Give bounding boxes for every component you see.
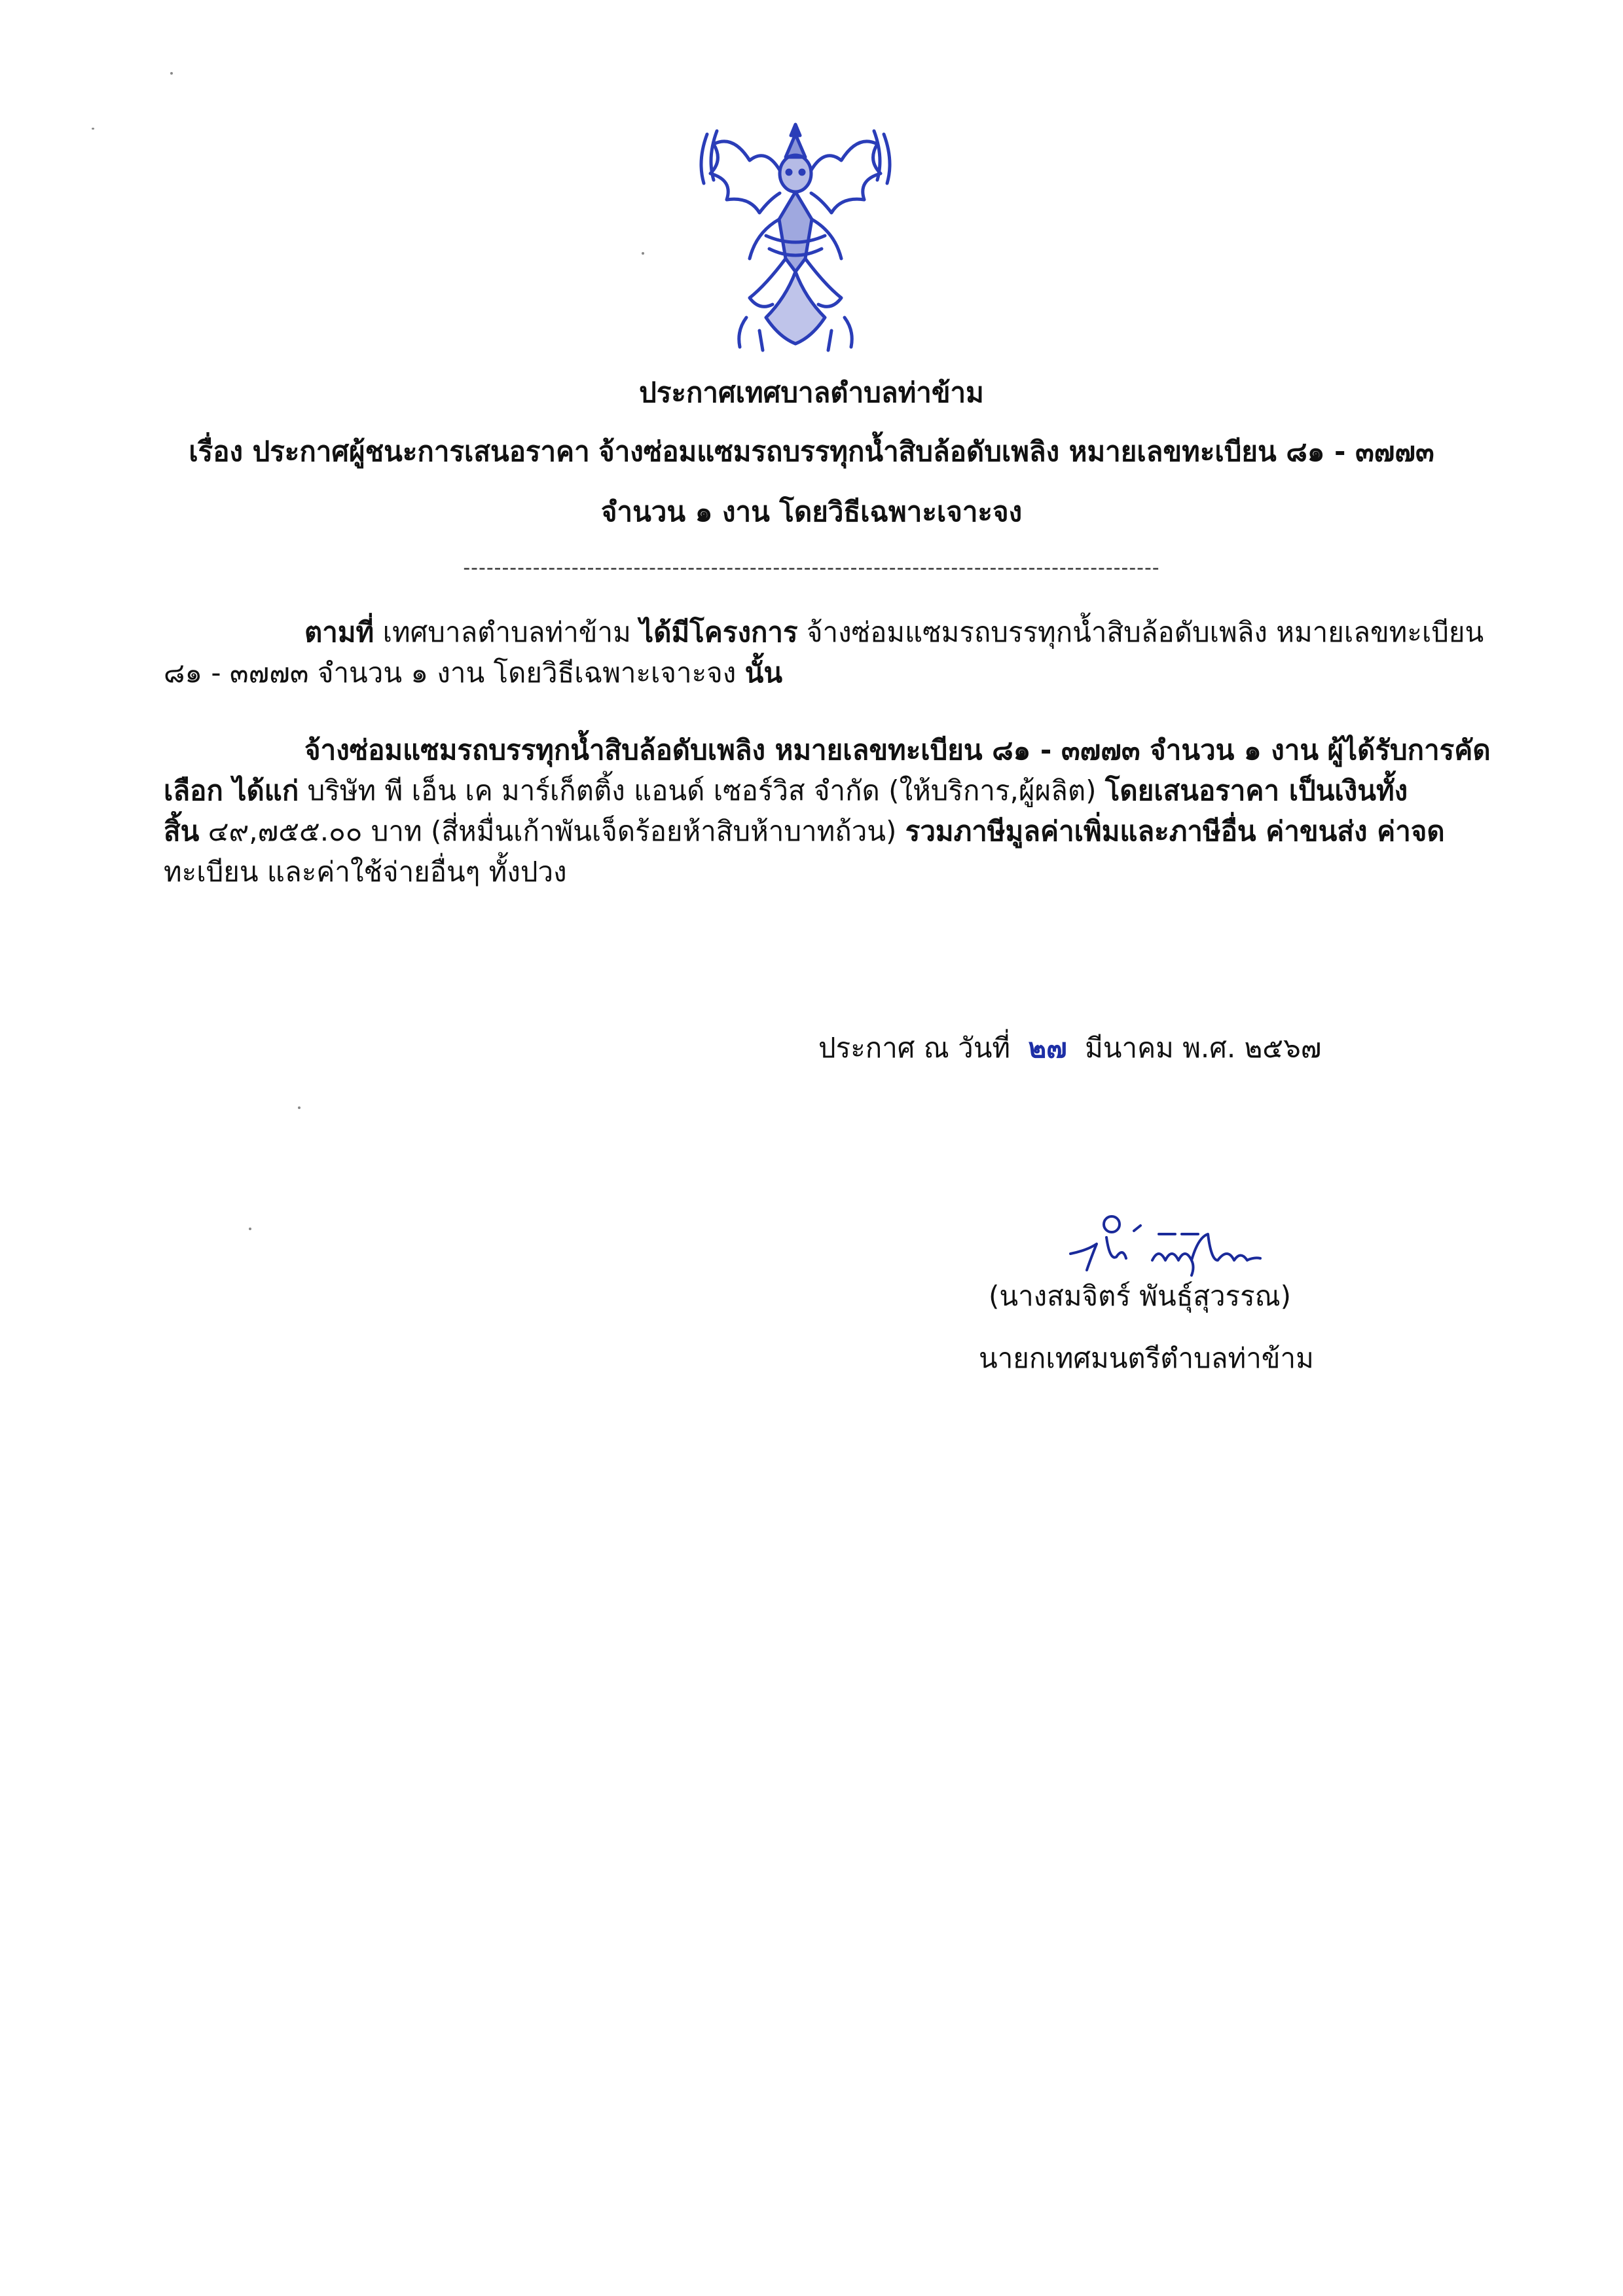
date-prefix: ประกาศ ณ วันที่ [818, 1032, 1011, 1064]
subject-line [0, 432, 1623, 471]
garuda-emblem [687, 121, 903, 357]
scan-speck [92, 128, 94, 130]
signature-mark [1061, 1198, 1270, 1283]
p2-line1-bold: ผู้ได้รับการคัด [1327, 734, 1491, 766]
p2-line2-bold: เลือก ได้แก่ [164, 774, 299, 807]
paragraph-2-line-3 [164, 811, 1467, 852]
announcement-title: ประกาศเทศบาลตำบลท่าข้าม [639, 376, 984, 409]
p2-line3-bold: สิ้น [164, 815, 200, 847]
subject-text: จ้างซ่อมแซมรถบรรทุกน้ำสิบล้อดับเพลิง หมายเลขทะเบียน ๘๑ - ๓๗๗๓ [598, 435, 1434, 467]
signatory-name: (นางสมจิตร์ พันธุ์สุวรรณ) [989, 1280, 1292, 1312]
scan-speck [249, 1228, 251, 1230]
p1-line2: ๘๑ - ๓๗๗๓ จำนวน ๑ งาน โดยวิธีเฉพาะเจาะจง [164, 657, 737, 689]
p2-line3-bold2: รวมภาษีมูลค่าเพิ่มและภาษีอื่น ค่าขนส่ง ค่าจด [905, 815, 1445, 847]
p2-line1-text: จ้างซ่อมแซมรถบรรทุกน้ำสิบล้อดับเพลิง หมายเลขทะเบียน ๘๑ - ๓๗๗๓ จำนวน ๑ งาน [304, 734, 1319, 766]
date-suffix: มีนาคม พ.ศ. ๒๕๖๗ [1085, 1032, 1322, 1064]
paragraph-2-line-2 [164, 771, 1467, 811]
p2-line4: ทะเบียน และค่าใช้จ่ายอื่นๆ ทั้งปวง [164, 856, 567, 888]
signatory-position: นายกเทศมนตรีตำบลท่าข้าม [979, 1342, 1314, 1374]
p1-part2: จ้างซ่อมแซมรถบรรทุกน้ำสิบล้อดับเพลิง หมายเลขทะเบียน [806, 616, 1484, 648]
scan-speck [298, 1106, 301, 1109]
p2-line2-bold2: โดยเสนอราคา เป็นเงินทั้ง [1104, 774, 1408, 807]
p1-part1: เทศบาลตำบลท่าข้าม [382, 616, 631, 648]
divider-line: ------------------------------------------------------------------------------------------ [463, 556, 1160, 579]
p1-end: นั้น [744, 657, 783, 689]
paragraph-2 [164, 730, 1491, 892]
subject-line-2: จำนวน ๑ งาน โดยวิธีเฉพาะเจาะจง [600, 496, 1023, 528]
p2-line2-text: บริษัท พี เอ็น เค มาร์เก็ตติ้ง แอนด์ เซอร์วิส จำกัด (ให้บริการ,ผู้ผลิต) [307, 774, 1097, 807]
p1-lead: ตามที่ [304, 616, 374, 648]
subject-prefix: เรื่อง ประกาศผู้ชนะการเสนอราคา [189, 435, 590, 467]
scan-speck [642, 252, 644, 255]
date-day: ๒๗ [1028, 1032, 1067, 1064]
paragraph-2-line-4 [164, 852, 1467, 892]
paragraph-1 [164, 612, 1484, 693]
announcement-date-line [818, 1028, 1321, 1068]
scan-speck [170, 72, 173, 75]
p1-bold: ได้มีโครงการ [640, 616, 798, 648]
paragraph-1-line-2 [164, 653, 1467, 693]
paragraph-2-line-1 [164, 730, 1491, 771]
paragraph-1-line-1 [164, 612, 1484, 653]
p2-line3-text: ๔๙,๗๕๕.๐๐ บาท (สี่หมื่นเก้าพันเจ็ดร้อยห้าสิบห้าบาทถ้วน) [208, 815, 897, 847]
